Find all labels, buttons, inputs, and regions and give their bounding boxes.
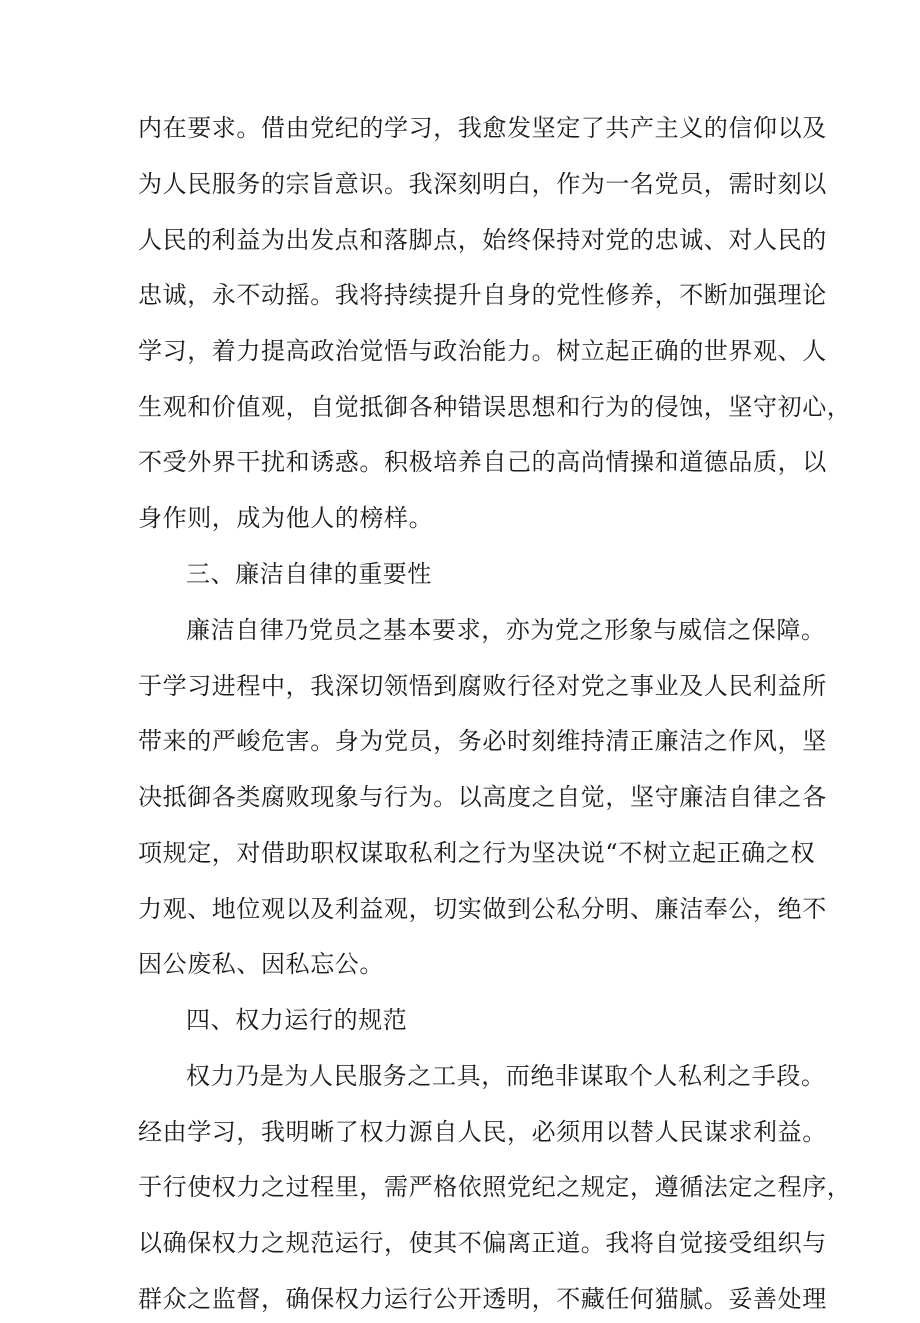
paragraph-line: 不受外界干扰和诱惑。积极培养自己的高尚情操和道德品质，以	[138, 448, 827, 476]
paragraph-line: 于行使权力之过程里，需严格依照党纪之规定，遵循法定之程序，	[138, 1173, 852, 1201]
paragraph-line: 生观和价值观，自觉抵御各种错误思想和行为的侵蚀，坚守初心，	[138, 393, 852, 421]
paragraph-line: 因公废私、因私忘公。	[138, 950, 384, 978]
paragraph-line: 决抵御各类腐败现象与行为。以高度之自觉，坚守廉洁自律之各	[138, 783, 827, 811]
section-heading: 三、廉洁自律的重要性	[186, 560, 432, 588]
paragraph-line: 带来的严峻危害。身为党员，务必时刻维持清正廉洁之作风，坚	[138, 727, 827, 755]
paragraph-line: 身作则，成为他人的榜样。	[138, 504, 434, 532]
paragraph-line: 人民的利益为出发点和落脚点，始终保持对党的忠诚、对人民的	[138, 226, 827, 254]
paragraph-line: 经由学习，我明晰了权力源自人民，必须用以替人民谋求利益。	[138, 1118, 827, 1146]
paragraph-line: 权力乃是为人民服务之工具，而绝非谋取个人私利之手段。	[186, 1062, 826, 1090]
paragraph-line: 于学习进程中，我深切领悟到腐败行径对党之事业及人民利益所	[138, 672, 827, 700]
paragraph-line: 力观、地位观以及利益观，切实做到公私分明、廉洁奉公，绝不	[138, 895, 827, 923]
paragraph-line: 廉洁自律乃党员之基本要求，亦为党之形象与威信之保障。	[186, 616, 826, 644]
paragraph-line: 以确保权力之规范运行，使其不偏离正道。我将自觉接受组织与	[138, 1229, 827, 1257]
paragraph-line: 项规定，对借助职权谋取私利之行为坚决说“不树立起正确之权	[138, 839, 816, 867]
paragraph-line: 内在要求。借由党纪的学习，我愈发坚定了共产主义的信仰以及	[138, 114, 827, 142]
section-heading: 四、权力运行的规范	[186, 1006, 408, 1034]
paragraph-line: 群众之监督，确保权力运行公开透明，不藏任何猫腻。妥善处理	[138, 1285, 827, 1313]
paragraph-line: 为人民服务的宗旨意识。我深刻明白，作为一名党员，需时刻以	[138, 170, 827, 198]
paragraph-line: 学习，着力提高政治觉悟与政治能力。树立起正确的世界观、人	[138, 337, 827, 365]
paragraph-line: 忠诚，永不动摇。我将持续提升自身的党性修养，不断加强理论	[138, 281, 827, 309]
